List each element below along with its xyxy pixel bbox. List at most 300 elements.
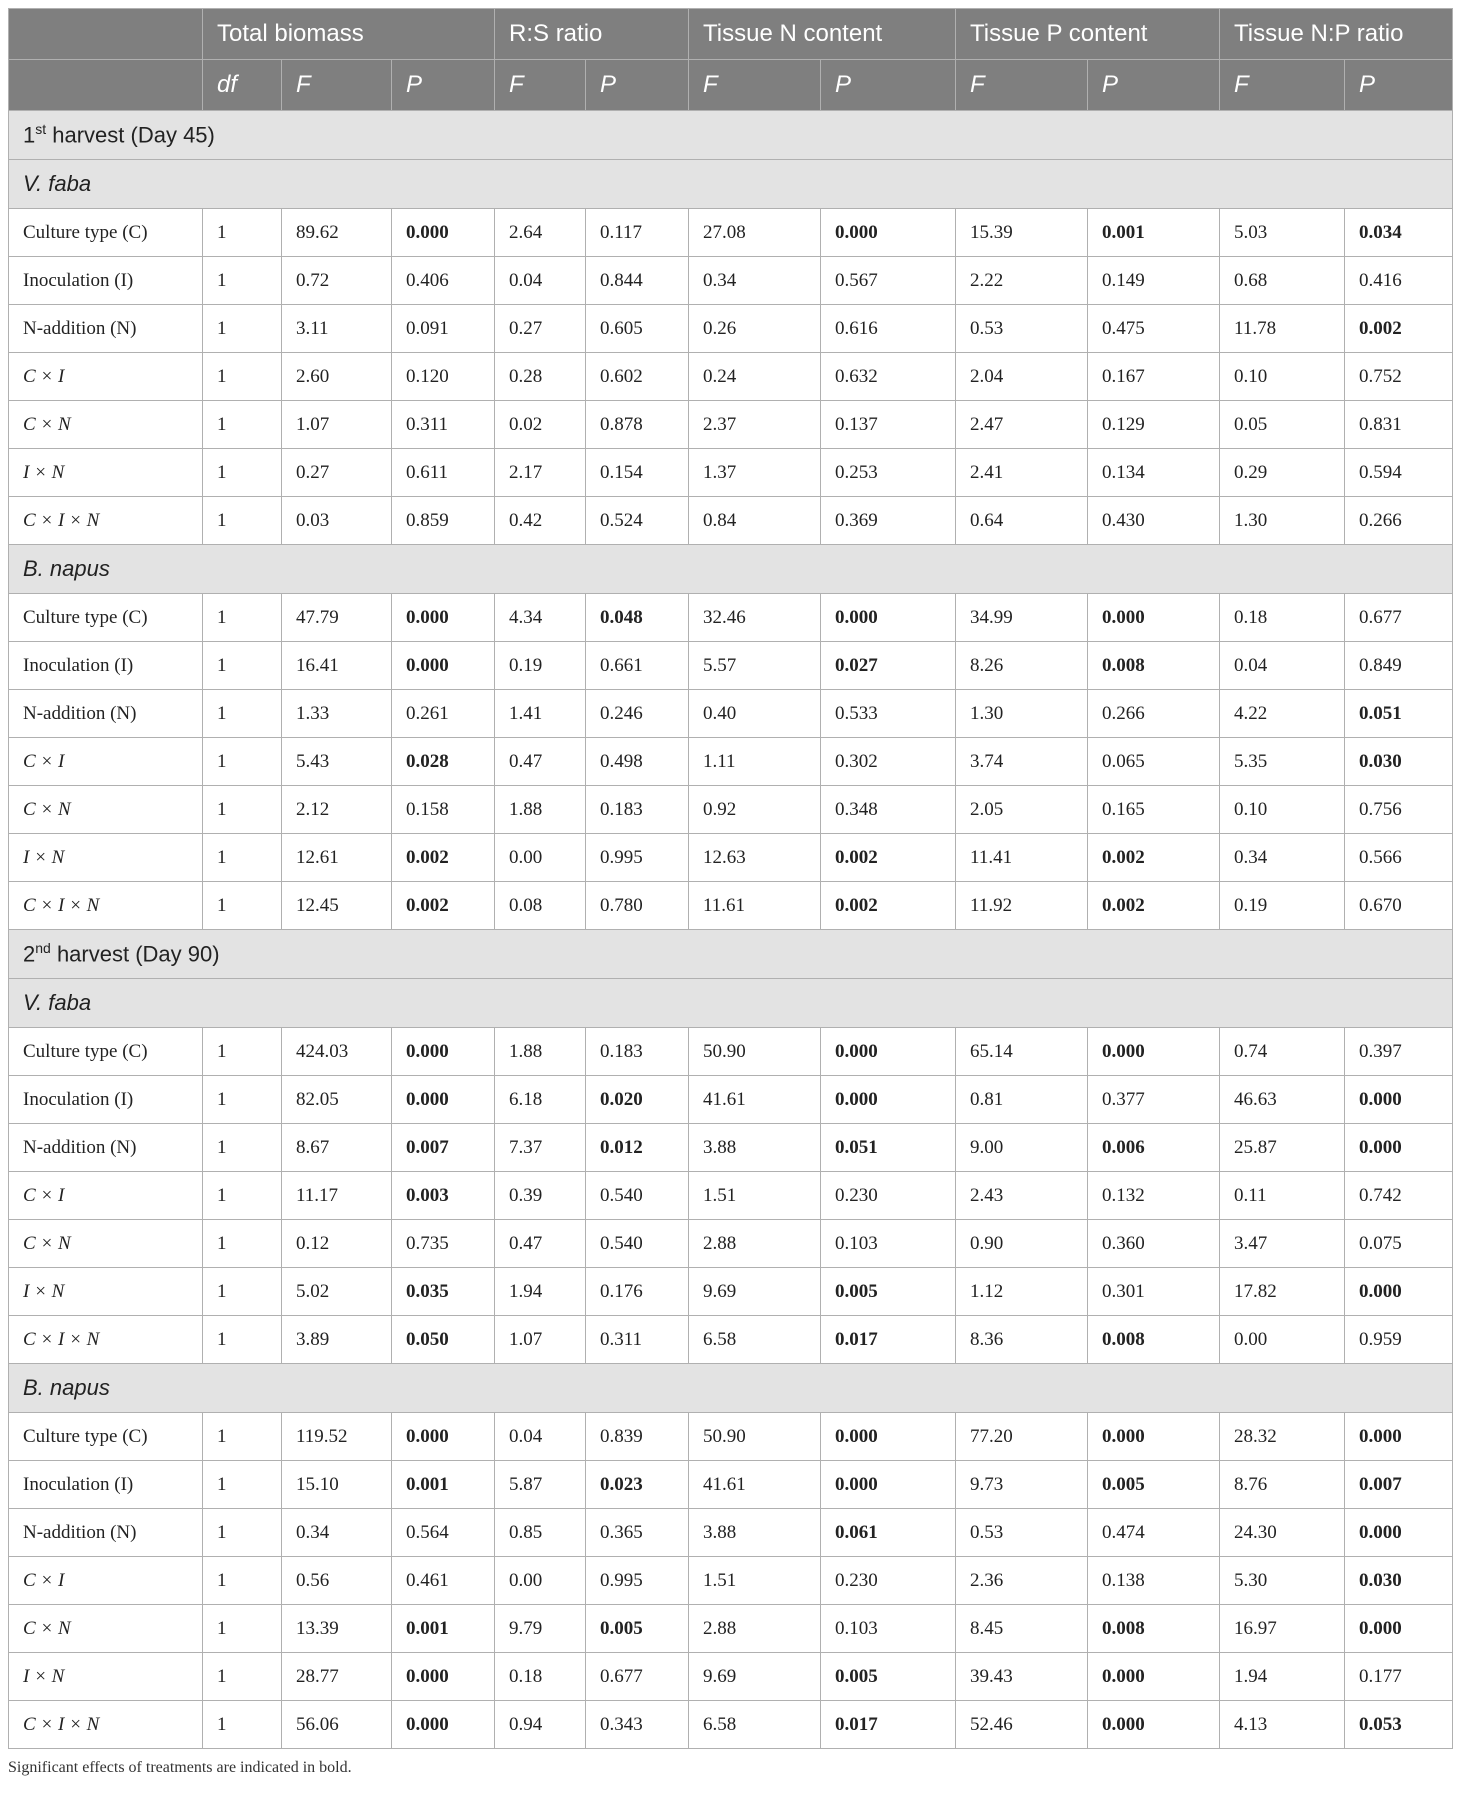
p-value-cell: 0.117 bbox=[586, 209, 689, 257]
f-value-cell: 0.64 bbox=[956, 497, 1088, 545]
f-value-cell: 0.34 bbox=[282, 1509, 392, 1557]
df-cell: 1 bbox=[203, 594, 282, 642]
f-value-cell: 24.30 bbox=[1220, 1509, 1345, 1557]
anova-table bbox=[8, 8, 1453, 1749]
p-value-cell: 0.475 bbox=[1088, 305, 1220, 353]
f-value-cell: 4.34 bbox=[495, 594, 586, 642]
p-value-cell: 0.000 bbox=[821, 209, 956, 257]
table-container bbox=[8, 8, 1452, 1777]
section-title bbox=[9, 930, 1453, 979]
p-value-cell: 0.742 bbox=[1345, 1172, 1453, 1220]
p-value-cell: 0.030 bbox=[1345, 738, 1453, 786]
f-value-cell: 82.05 bbox=[282, 1076, 392, 1124]
p-value-cell: 0.611 bbox=[392, 449, 495, 497]
f-value-cell: 0.03 bbox=[282, 497, 392, 545]
f-value-cell: 2.36 bbox=[956, 1557, 1088, 1605]
p-value-cell: 0.677 bbox=[1345, 594, 1453, 642]
p-value-cell: 0.000 bbox=[392, 594, 495, 642]
p-value-cell: 0.000 bbox=[392, 642, 495, 690]
p-value-cell: 0.000 bbox=[1088, 1653, 1220, 1701]
effect-label: Inoculation (I) bbox=[9, 1461, 203, 1509]
f-value-cell: 1.51 bbox=[689, 1172, 821, 1220]
p-value-cell: 0.132 bbox=[1088, 1172, 1220, 1220]
p-value-cell: 0.051 bbox=[821, 1124, 956, 1172]
subheader-cell: P bbox=[821, 60, 956, 111]
f-value-cell: 0.00 bbox=[1220, 1316, 1345, 1364]
p-value-cell: 0.461 bbox=[392, 1557, 495, 1605]
df-cell: 1 bbox=[203, 1461, 282, 1509]
table-row bbox=[9, 738, 1453, 786]
df-cell: 1 bbox=[203, 401, 282, 449]
f-value-cell: 0.26 bbox=[689, 305, 821, 353]
p-value-cell: 0.177 bbox=[1345, 1653, 1453, 1701]
df-cell: 1 bbox=[203, 834, 282, 882]
p-value-cell: 0.000 bbox=[392, 1028, 495, 1076]
df-cell: 1 bbox=[203, 1413, 282, 1461]
effect-label: Inoculation (I) bbox=[9, 257, 203, 305]
p-value-cell: 0.594 bbox=[1345, 449, 1453, 497]
f-value-cell: 2.43 bbox=[956, 1172, 1088, 1220]
p-value-cell: 0.027 bbox=[821, 642, 956, 690]
p-value-cell: 0.735 bbox=[392, 1220, 495, 1268]
effect-label: Inoculation (I) bbox=[9, 1076, 203, 1124]
p-value-cell: 0.533 bbox=[821, 690, 956, 738]
df-cell: 1 bbox=[203, 882, 282, 930]
p-value-cell: 0.001 bbox=[392, 1461, 495, 1509]
f-value-cell: 2.60 bbox=[282, 353, 392, 401]
p-value-cell: 0.002 bbox=[1088, 882, 1220, 930]
species-name: V. faba bbox=[9, 160, 1453, 209]
subheader-cell: F bbox=[956, 60, 1088, 111]
p-value-cell: 0.020 bbox=[586, 1076, 689, 1124]
p-value-cell: 0.360 bbox=[1088, 1220, 1220, 1268]
subheader-cell: P bbox=[1088, 60, 1220, 111]
section-label: harvest (Day 45) bbox=[46, 122, 215, 148]
p-value-cell: 0.540 bbox=[586, 1172, 689, 1220]
p-value-cell: 0.566 bbox=[1345, 834, 1453, 882]
subheader-cell: df bbox=[203, 60, 282, 111]
p-value-cell: 0.230 bbox=[821, 1172, 956, 1220]
df-cell: 1 bbox=[203, 1605, 282, 1653]
f-value-cell: 5.43 bbox=[282, 738, 392, 786]
f-value-cell: 41.61 bbox=[689, 1461, 821, 1509]
f-value-cell: 8.45 bbox=[956, 1605, 1088, 1653]
f-value-cell: 0.34 bbox=[1220, 834, 1345, 882]
effect-label: C × I bbox=[9, 1172, 203, 1220]
df-cell: 1 bbox=[203, 1172, 282, 1220]
f-value-cell: 424.03 bbox=[282, 1028, 392, 1076]
p-value-cell: 0.266 bbox=[1088, 690, 1220, 738]
p-value-cell: 0.008 bbox=[1088, 1605, 1220, 1653]
f-value-cell: 0.05 bbox=[1220, 401, 1345, 449]
p-value-cell: 0.002 bbox=[821, 834, 956, 882]
f-value-cell: 5.02 bbox=[282, 1268, 392, 1316]
p-value-cell: 0.567 bbox=[821, 257, 956, 305]
f-value-cell: 3.89 bbox=[282, 1316, 392, 1364]
df-cell: 1 bbox=[203, 738, 282, 786]
p-value-cell: 0.120 bbox=[392, 353, 495, 401]
section-ordinal: 2 bbox=[23, 941, 36, 967]
f-value-cell: 5.03 bbox=[1220, 209, 1345, 257]
section-ordinal: 1 bbox=[23, 122, 36, 148]
p-value-cell: 0.061 bbox=[821, 1509, 956, 1557]
p-value-cell: 0.158 bbox=[392, 786, 495, 834]
df-cell: 1 bbox=[203, 1268, 282, 1316]
effect-label: I × N bbox=[9, 449, 203, 497]
f-value-cell: 5.30 bbox=[1220, 1557, 1345, 1605]
p-value-cell: 0.008 bbox=[1088, 642, 1220, 690]
p-value-cell: 0.301 bbox=[1088, 1268, 1220, 1316]
p-value-cell: 0.365 bbox=[586, 1509, 689, 1557]
table-row bbox=[9, 1028, 1453, 1076]
df-cell: 1 bbox=[203, 1220, 282, 1268]
f-value-cell: 77.20 bbox=[956, 1413, 1088, 1461]
table-row bbox=[9, 834, 1453, 882]
f-value-cell: 3.11 bbox=[282, 305, 392, 353]
f-value-cell: 2.17 bbox=[495, 449, 586, 497]
df-cell: 1 bbox=[203, 1509, 282, 1557]
f-value-cell: 0.92 bbox=[689, 786, 821, 834]
f-value-cell: 0.47 bbox=[495, 738, 586, 786]
f-value-cell: 1.94 bbox=[495, 1268, 586, 1316]
p-value-cell: 0.246 bbox=[586, 690, 689, 738]
p-value-cell: 0.091 bbox=[392, 305, 495, 353]
effect-label: C × I bbox=[9, 1557, 203, 1605]
f-value-cell: 4.13 bbox=[1220, 1701, 1345, 1749]
f-value-cell: 0.27 bbox=[282, 449, 392, 497]
effect-label: C × I × N bbox=[9, 497, 203, 545]
p-value-cell: 0.137 bbox=[821, 401, 956, 449]
p-value-cell: 0.030 bbox=[1345, 1557, 1453, 1605]
f-value-cell: 1.37 bbox=[689, 449, 821, 497]
f-value-cell: 0.11 bbox=[1220, 1172, 1345, 1220]
f-value-cell: 0.72 bbox=[282, 257, 392, 305]
f-value-cell: 0.53 bbox=[956, 305, 1088, 353]
table-row bbox=[9, 1413, 1453, 1461]
p-value-cell: 0.000 bbox=[392, 1413, 495, 1461]
f-value-cell: 1.33 bbox=[282, 690, 392, 738]
p-value-cell: 0.670 bbox=[1345, 882, 1453, 930]
f-value-cell: 28.32 bbox=[1220, 1413, 1345, 1461]
p-value-cell: 0.498 bbox=[586, 738, 689, 786]
p-value-cell: 0.002 bbox=[821, 882, 956, 930]
p-value-cell: 0.348 bbox=[821, 786, 956, 834]
f-value-cell: 0.74 bbox=[1220, 1028, 1345, 1076]
p-value-cell: 0.002 bbox=[392, 834, 495, 882]
df-cell: 1 bbox=[203, 353, 282, 401]
p-value-cell: 0.266 bbox=[1345, 497, 1453, 545]
p-value-cell: 0.065 bbox=[1088, 738, 1220, 786]
p-value-cell: 0.995 bbox=[586, 1557, 689, 1605]
table-row bbox=[9, 1220, 1453, 1268]
header-total-biomass: Total biomass bbox=[203, 9, 495, 60]
f-value-cell: 5.87 bbox=[495, 1461, 586, 1509]
table-row bbox=[9, 353, 1453, 401]
f-value-cell: 65.14 bbox=[956, 1028, 1088, 1076]
effect-label: I × N bbox=[9, 834, 203, 882]
table-row bbox=[9, 497, 1453, 545]
table-body bbox=[9, 111, 1453, 1749]
p-value-cell: 0.017 bbox=[821, 1701, 956, 1749]
p-value-cell: 0.831 bbox=[1345, 401, 1453, 449]
f-value-cell: 1.94 bbox=[1220, 1653, 1345, 1701]
p-value-cell: 0.661 bbox=[586, 642, 689, 690]
f-value-cell: 56.06 bbox=[282, 1701, 392, 1749]
f-value-cell: 0.00 bbox=[495, 834, 586, 882]
f-value-cell: 0.47 bbox=[495, 1220, 586, 1268]
subheader-cell: P bbox=[586, 60, 689, 111]
p-value-cell: 0.000 bbox=[1088, 1413, 1220, 1461]
f-value-cell: 0.02 bbox=[495, 401, 586, 449]
df-cell: 1 bbox=[203, 642, 282, 690]
f-value-cell: 11.92 bbox=[956, 882, 1088, 930]
p-value-cell: 0.000 bbox=[1088, 1701, 1220, 1749]
f-value-cell: 28.77 bbox=[282, 1653, 392, 1701]
df-cell: 1 bbox=[203, 497, 282, 545]
f-value-cell: 3.47 bbox=[1220, 1220, 1345, 1268]
effect-label: I × N bbox=[9, 1268, 203, 1316]
p-value-cell: 0.154 bbox=[586, 449, 689, 497]
subheader-cell: F bbox=[495, 60, 586, 111]
f-value-cell: 46.63 bbox=[1220, 1076, 1345, 1124]
p-value-cell: 0.008 bbox=[1088, 1316, 1220, 1364]
f-value-cell: 16.41 bbox=[282, 642, 392, 690]
table-row bbox=[9, 690, 1453, 738]
f-value-cell: 41.61 bbox=[689, 1076, 821, 1124]
f-value-cell: 0.94 bbox=[495, 1701, 586, 1749]
f-value-cell: 0.53 bbox=[956, 1509, 1088, 1557]
p-value-cell: 0.017 bbox=[821, 1316, 956, 1364]
f-value-cell: 0.81 bbox=[956, 1076, 1088, 1124]
p-value-cell: 0.000 bbox=[1345, 1268, 1453, 1316]
f-value-cell: 4.22 bbox=[1220, 690, 1345, 738]
f-value-cell: 89.62 bbox=[282, 209, 392, 257]
p-value-cell: 0.176 bbox=[586, 1268, 689, 1316]
subheader-cell: F bbox=[689, 60, 821, 111]
p-value-cell: 0.302 bbox=[821, 738, 956, 786]
df-cell: 1 bbox=[203, 449, 282, 497]
section-ordinal-suffix: st bbox=[35, 121, 47, 138]
p-value-cell: 0.075 bbox=[1345, 1220, 1453, 1268]
f-value-cell: 1.51 bbox=[689, 1557, 821, 1605]
p-value-cell: 0.035 bbox=[392, 1268, 495, 1316]
f-value-cell: 39.43 bbox=[956, 1653, 1088, 1701]
p-value-cell: 0.000 bbox=[821, 1028, 956, 1076]
table-row bbox=[9, 1653, 1453, 1701]
p-value-cell: 0.138 bbox=[1088, 1557, 1220, 1605]
f-value-cell: 2.22 bbox=[956, 257, 1088, 305]
f-value-cell: 1.07 bbox=[282, 401, 392, 449]
f-value-cell: 2.05 bbox=[956, 786, 1088, 834]
subheader-cell: P bbox=[1345, 60, 1453, 111]
p-value-cell: 0.430 bbox=[1088, 497, 1220, 545]
species-name: B. napus bbox=[9, 1364, 1453, 1413]
p-value-cell: 0.995 bbox=[586, 834, 689, 882]
subheader-cell: F bbox=[282, 60, 392, 111]
p-value-cell: 0.564 bbox=[392, 1509, 495, 1557]
f-value-cell: 12.45 bbox=[282, 882, 392, 930]
f-value-cell: 2.88 bbox=[689, 1220, 821, 1268]
table-row bbox=[9, 594, 1453, 642]
species-header-row bbox=[9, 979, 1453, 1028]
p-value-cell: 0.605 bbox=[586, 305, 689, 353]
f-value-cell: 0.10 bbox=[1220, 353, 1345, 401]
f-value-cell: 17.82 bbox=[1220, 1268, 1345, 1316]
p-value-cell: 0.000 bbox=[1088, 1028, 1220, 1076]
table-row bbox=[9, 1172, 1453, 1220]
df-cell: 1 bbox=[203, 1701, 282, 1749]
f-value-cell: 34.99 bbox=[956, 594, 1088, 642]
table-row bbox=[9, 1076, 1453, 1124]
p-value-cell: 0.844 bbox=[586, 257, 689, 305]
p-value-cell: 0.165 bbox=[1088, 786, 1220, 834]
section-title bbox=[9, 111, 1453, 160]
p-value-cell: 0.000 bbox=[821, 1413, 956, 1461]
effect-label: C × N bbox=[9, 401, 203, 449]
f-value-cell: 0.28 bbox=[495, 353, 586, 401]
f-value-cell: 0.19 bbox=[1220, 882, 1345, 930]
table-row bbox=[9, 1557, 1453, 1605]
species-name: B. napus bbox=[9, 545, 1453, 594]
f-value-cell: 27.08 bbox=[689, 209, 821, 257]
f-value-cell: 3.88 bbox=[689, 1509, 821, 1557]
header-row-groups bbox=[9, 9, 1453, 60]
p-value-cell: 0.311 bbox=[392, 401, 495, 449]
p-value-cell: 0.183 bbox=[586, 1028, 689, 1076]
effect-label: N-addition (N) bbox=[9, 1124, 203, 1172]
p-value-cell: 0.000 bbox=[1345, 1413, 1453, 1461]
f-value-cell: 1.88 bbox=[495, 786, 586, 834]
effect-label: C × N bbox=[9, 1605, 203, 1653]
p-value-cell: 0.397 bbox=[1345, 1028, 1453, 1076]
p-value-cell: 0.474 bbox=[1088, 1509, 1220, 1557]
p-value-cell: 0.849 bbox=[1345, 642, 1453, 690]
f-value-cell: 1.30 bbox=[1220, 497, 1345, 545]
p-value-cell: 0.416 bbox=[1345, 257, 1453, 305]
f-value-cell: 9.00 bbox=[956, 1124, 1088, 1172]
f-value-cell: 32.46 bbox=[689, 594, 821, 642]
df-cell: 1 bbox=[203, 690, 282, 738]
p-value-cell: 0.878 bbox=[586, 401, 689, 449]
f-value-cell: 8.26 bbox=[956, 642, 1088, 690]
species-header-row bbox=[9, 545, 1453, 594]
table-row bbox=[9, 1316, 1453, 1364]
table-row bbox=[9, 209, 1453, 257]
table-row bbox=[9, 786, 1453, 834]
f-value-cell: 16.97 bbox=[1220, 1605, 1345, 1653]
section-header-row bbox=[9, 111, 1453, 160]
p-value-cell: 0.253 bbox=[821, 449, 956, 497]
p-value-cell: 0.005 bbox=[1088, 1461, 1220, 1509]
f-value-cell: 0.18 bbox=[495, 1653, 586, 1701]
p-value-cell: 0.406 bbox=[392, 257, 495, 305]
p-value-cell: 0.051 bbox=[1345, 690, 1453, 738]
effect-label: Culture type (C) bbox=[9, 594, 203, 642]
header-row-stats bbox=[9, 60, 1453, 111]
table-row bbox=[9, 305, 1453, 353]
f-value-cell: 1.88 bbox=[495, 1028, 586, 1076]
section-label: harvest (Day 90) bbox=[50, 941, 220, 967]
table-header bbox=[9, 9, 1453, 111]
f-value-cell: 0.24 bbox=[689, 353, 821, 401]
effect-label: C × I × N bbox=[9, 1316, 203, 1364]
f-value-cell: 1.30 bbox=[956, 690, 1088, 738]
f-value-cell: 8.36 bbox=[956, 1316, 1088, 1364]
f-value-cell: 12.61 bbox=[282, 834, 392, 882]
p-value-cell: 0.134 bbox=[1088, 449, 1220, 497]
p-value-cell: 0.959 bbox=[1345, 1316, 1453, 1364]
f-value-cell: 0.40 bbox=[689, 690, 821, 738]
p-value-cell: 0.003 bbox=[392, 1172, 495, 1220]
effect-label: Culture type (C) bbox=[9, 1028, 203, 1076]
p-value-cell: 0.129 bbox=[1088, 401, 1220, 449]
p-value-cell: 0.005 bbox=[821, 1653, 956, 1701]
f-value-cell: 15.39 bbox=[956, 209, 1088, 257]
f-value-cell: 0.12 bbox=[282, 1220, 392, 1268]
p-value-cell: 0.001 bbox=[392, 1605, 495, 1653]
p-value-cell: 0.034 bbox=[1345, 209, 1453, 257]
f-value-cell: 0.85 bbox=[495, 1509, 586, 1557]
f-value-cell: 15.10 bbox=[282, 1461, 392, 1509]
table-row bbox=[9, 257, 1453, 305]
species-header-row bbox=[9, 160, 1453, 209]
p-value-cell: 0.007 bbox=[1345, 1461, 1453, 1509]
f-value-cell: 2.88 bbox=[689, 1605, 821, 1653]
f-value-cell: 3.74 bbox=[956, 738, 1088, 786]
p-value-cell: 0.540 bbox=[586, 1220, 689, 1268]
f-value-cell: 1.11 bbox=[689, 738, 821, 786]
f-value-cell: 9.69 bbox=[689, 1268, 821, 1316]
df-cell: 1 bbox=[203, 1316, 282, 1364]
f-value-cell: 9.79 bbox=[495, 1605, 586, 1653]
p-value-cell: 0.048 bbox=[586, 594, 689, 642]
p-value-cell: 0.103 bbox=[821, 1605, 956, 1653]
p-value-cell: 0.000 bbox=[821, 1461, 956, 1509]
p-value-cell: 0.028 bbox=[392, 738, 495, 786]
p-value-cell: 0.524 bbox=[586, 497, 689, 545]
effect-label: Inoculation (I) bbox=[9, 642, 203, 690]
f-value-cell: 0.84 bbox=[689, 497, 821, 545]
f-value-cell: 0.34 bbox=[689, 257, 821, 305]
f-value-cell: 25.87 bbox=[1220, 1124, 1345, 1172]
subheader-cell: P bbox=[392, 60, 495, 111]
effect-label: C × N bbox=[9, 1220, 203, 1268]
f-value-cell: 0.08 bbox=[495, 882, 586, 930]
f-value-cell: 9.69 bbox=[689, 1653, 821, 1701]
f-value-cell: 0.68 bbox=[1220, 257, 1345, 305]
p-value-cell: 0.001 bbox=[1088, 209, 1220, 257]
f-value-cell: 6.58 bbox=[689, 1316, 821, 1364]
effect-label: C × N bbox=[9, 786, 203, 834]
f-value-cell: 2.37 bbox=[689, 401, 821, 449]
p-value-cell: 0.616 bbox=[821, 305, 956, 353]
effect-label: C × I × N bbox=[9, 882, 203, 930]
effect-label: N-addition (N) bbox=[9, 305, 203, 353]
header-tissue-p-content: Tissue P content bbox=[956, 9, 1220, 60]
effect-label: Culture type (C) bbox=[9, 1413, 203, 1461]
p-value-cell: 0.000 bbox=[392, 1653, 495, 1701]
p-value-cell: 0.002 bbox=[1345, 305, 1453, 353]
df-cell: 1 bbox=[203, 209, 282, 257]
p-value-cell: 0.000 bbox=[1345, 1605, 1453, 1653]
f-value-cell: 0.27 bbox=[495, 305, 586, 353]
species-name: V. faba bbox=[9, 979, 1453, 1028]
f-value-cell: 7.37 bbox=[495, 1124, 586, 1172]
p-value-cell: 0.005 bbox=[821, 1268, 956, 1316]
header-corner bbox=[9, 9, 203, 60]
f-value-cell: 0.04 bbox=[495, 1413, 586, 1461]
table-row bbox=[9, 1701, 1453, 1749]
